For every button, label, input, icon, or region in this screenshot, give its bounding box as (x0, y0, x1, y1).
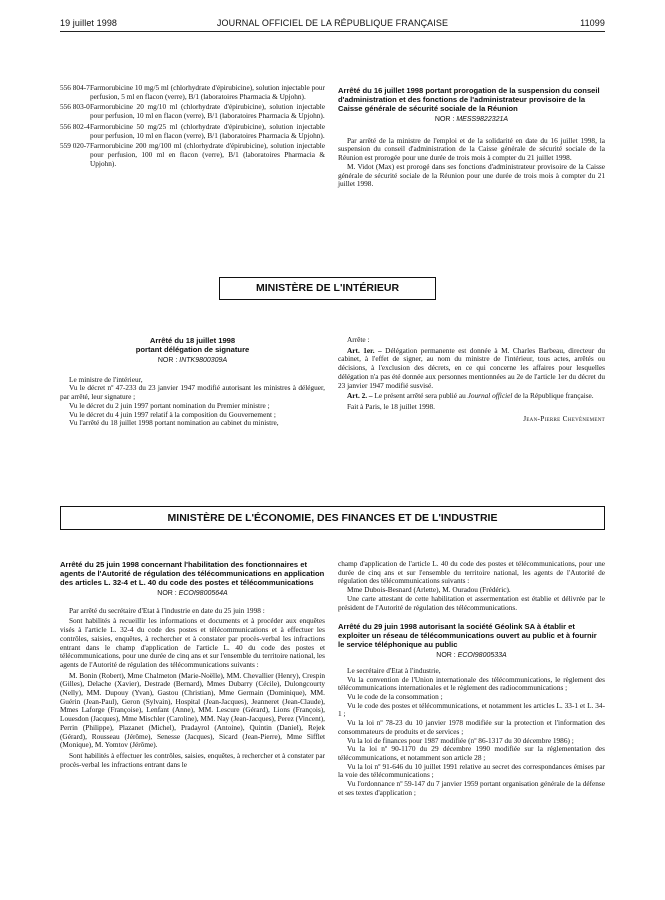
nor-label: NOR : (157, 357, 180, 364)
reunion-article (338, 86, 605, 189)
header-date: 19 juillet 1998 (60, 18, 118, 28)
medicine-item (60, 103, 325, 120)
section-heading-interieur (219, 277, 436, 300)
medicine-code: 559 020-7 (60, 141, 90, 151)
section-heading-text: MINISTÈRE DE L'ÉCONOMIE, DES FINANCES ET DE L'INDUSTRIE (167, 512, 498, 524)
telecom-paragraph: Sont habilités à recueillir les informations et documents et à procéder aux enquêtes visés à l'article L. 32-4 du code des postes et télécommunications et à effectuer les contrôles, saisies, enquêtes, à rechercher et à constater par procès-verbal les infractions entrant dans le champ d'application de l'article L. 40 du code des postes et télécommunications, pour une durée de cinq ans et sur l'ensemble du territoire national, les agents de l'Autorité de régulation des télécommunications suivants : (60, 616, 325, 669)
telecom-nor (60, 590, 325, 599)
interieur-line: Vu le décret du 2 juin 1997 portant nomination du Premier ministre ; (69, 400, 270, 410)
nor-label: NOR : (436, 652, 458, 660)
geolink-line: Vu la loi nº 91-646 du 10 juillet 1991 relative au secret des correspondances émises par la voie des télécommunications ; (338, 761, 605, 780)
article-2-text-end: de la République française. (512, 391, 594, 401)
geolink-line: Vu la loi nº 78-23 du 10 janvier 1978 modifiée sur la protection et l'information des consommateurs de produits et de services ; (338, 718, 605, 736)
geolink-nor (338, 652, 605, 661)
telecom-agent-list: Mme Dubois-Besnard (Arlette), M. Ouradou (Frédéric). (347, 585, 511, 595)
geolink-line: Vu le code de la consommation ; (347, 692, 443, 702)
article-2-text: Le présent arrêté sera publié au (374, 391, 468, 401)
telecom-paragraph: Une carte attestant de cette habilitation et assermentation est établie et délivrée par le président de l'Autorité de régulation des télécommunications. (338, 593, 605, 612)
article-1-label: Art. 1er. – (347, 345, 382, 355)
medicine-text: Farmorubicine 200 mg/100 ml (chlorhydrate d'épirubicine), solution injectable pour perfusion, 100 ml en flacon (verre), B/1 (laboratoires Pharmacia & Upjohn). (90, 141, 325, 168)
interieur-line: Vu l'arrêté du 18 juillet 1998 portant nomination au cabinet du ministre, (69, 418, 279, 428)
header-rule (60, 31, 605, 32)
geolink-line: Vu la loi de finances pour 1987 modifiée (nº 86-1317 du 30 décembre 1986) ; (347, 735, 574, 745)
medicine-code: 556 804-7 (60, 83, 90, 92)
geolink-line: Vu l'ordonnance nº 59-147 du 7 janvier 1959 portant organisation générale de la défense et ses textes d'application ; (338, 779, 605, 797)
reunion-paragraph: Par arrêté de la ministre de l'emploi et de la solidarité en date du 16 juillet 1998, la suspension du conseil d'administration de la Caisse générale de sécurité sociale de la Réunion est prorogée pour une durée de trois mois à compter du 21 juillet 1998. (338, 135, 605, 163)
section-heading-economie (60, 506, 605, 530)
geolink-title: Arrêté du 29 juin 1998 autorisant la société Géolink SA à établir et exploiter un réseau de télécommunications ouvert au public et à fournir le service téléphonique au public (338, 622, 597, 650)
geolink-article (338, 622, 605, 797)
reunion-title: Arrêté du 16 juillet 1998 portant prorogation de la suspension du conseil d'administration et des fonctions de l'administrateur provisoire de la Caisse générale de sécurité sociale de la Réunion (338, 86, 600, 113)
medicine-text: Farmorubicine 10 mg/5 ml (chlorhydrate d'épirubicine), solution injectable pour perfusion, 5 ml en flacon (verre), B/1 (laboratoires Pharmacia & Upjohn). (90, 83, 325, 101)
geolink-line: Vu la loi nº 90-1170 du 29 décembre 1990 modifiée sur la réglementation des télécommunications, et notamment son article 28 ; (338, 744, 605, 762)
telecom-paragraph: champ d'application de l'article L. 40 du code des postes et télécommunications, pour une durée de cinq ans et sur l'ensemble du territoire national, les agents de l'Autorité de régulation des télécommunications suivants : (338, 559, 605, 586)
section-heading-text: MINISTÈRE DE L'INTÉRIEUR (255, 282, 400, 294)
interieur-nor (60, 357, 325, 366)
fait-a-paris: Fait à Paris, le 18 juillet 1998. (347, 401, 435, 411)
medicine-item (60, 142, 325, 168)
telecom-title: Arrêté du 25 juin 1998 concernant l'habilitation des fonctionnaires et agents de l'Autorité de régulation des télécommunications en application des articles L. 32-4 et L. 40 du code des postes et télécommunications (60, 560, 325, 587)
arrete-label: Arrête : (347, 335, 370, 344)
interieur-subtitle: portant délégation de signature (135, 345, 250, 354)
telecom-article (60, 560, 325, 769)
telecom-paragraph: Sont habilités à effectuer les contrôles, saisies, enquêtes, à rechercher et à constater par procès-verbal les infractions entrant dans le (60, 750, 325, 769)
nor-code: INTK9800309A (179, 357, 228, 364)
nor-code: ECOI9800564A (178, 590, 228, 597)
medicine-code: 556 803-0 (60, 102, 90, 112)
signature: Jean-Pierre Chevènement (523, 413, 605, 423)
geolink-line: Vu le code des postes et télécommunications, et notamment les articles L. 33-1 et L. 34-1 ; (338, 700, 605, 719)
geolink-line: Le secrétaire d'Etat à l'industrie, (347, 665, 441, 675)
reunion-nor (338, 116, 605, 125)
page-number: 11099 (580, 18, 605, 28)
medicine-text: Farmorubicine 20 mg/10 ml (chlorhydrate d'épirubicine), solution injectable pour perfusion, 10 ml en flacon (verre), B/1 (laboratoires Pharmacia & Upjohn). (90, 102, 325, 121)
interieur-article (60, 336, 325, 428)
interieur-line: Le ministre de l'intérieur, (69, 374, 143, 384)
telecom-agent-list: M. Bonin (Robert), Mme Chalmeton (Marie-Noëlle), MM. Chevallier (Henry), Crespin (Gilles), Delache (Xavier), Destrade (Bernard), Mmes Dubarry (Cécile), Dulongcourty (Nelly), MM. Dupouy (Yvan), Gastou (Christian), Mme Germain (Dominique), MM. Guérin (Jean-Paul), Geron (Sylvain), Hospital (Jean-Jacques), Jeanneret (Jean-Claude), Mmes Laforge (Françoise), Lenfant (Anne), MM. Lescure (Gérard), Lions (François), Louesdon (Jacques), Mme Mischler (Caroline), MM. Nay (Jean-Jacques), Perez (Vincent), Perrin (Philippe), Plazanet (Michel), Pradayrol (Antoine), Quintin (Daniel), Rejek (Gérard), Rousseau (Jérôme), Senesse (Jacques), Sicard (Jean-Pierre), Mme Sifflet (Monique), M. Yomtov (Jérôme). (60, 670, 325, 750)
journal-reference: Journal officiel (467, 391, 513, 401)
telecom-continuation (338, 560, 605, 797)
article-1-text: Délégation permanente est donnée à M. Charles Barbeau, directeur du cabinet, à l'effet de signer, au nom du ministre de l'intérieur, tous actes, arrêtés ou décisions, à l'exclusion des décrets, en ce qui concerne les affaires pour lesquelles délégation n'a pas été donnée aux personnes mentionnées au 2e de l'article 1er du décret du 23 janvier 1947 modifié susvisé. (338, 345, 606, 390)
article-2 (338, 392, 605, 401)
reunion-paragraph: M. Vidot (Max) est prorogé dans ses fonctions d'administrateur provisoire de la Caisse générale de sécurité sociale de la Réunion pour une durée de trois mois à compter du 21 juillet 1998. (338, 161, 605, 189)
interieur-line: Vu le décret du 4 juin 1997 relatif à la composition du Gouvernement ; (69, 409, 276, 419)
nor-code: ECOI9800533A (457, 652, 507, 660)
medicine-code: 556 802-4 (60, 121, 90, 131)
nor-code: MESS9822321A (456, 116, 509, 123)
journal-title: JOURNAL OFFICIEL DE LA RÉPUBLIQUE FRANÇAISE (216, 18, 449, 28)
nor-label: NOR : (157, 590, 179, 597)
medicine-item (60, 123, 325, 140)
medicine-text: Farmorubicine 50 mg/25 ml (chlorhydrate d'épirubicine), solution injectable pour perfusion, 10 ml en flacon (verre), B/1 (laboratoires Pharmacia & Upjohn). (90, 121, 325, 140)
article-2-label: Art. 2. – (347, 391, 373, 401)
interieur-title: Arrêté du 18 juillet 1998 (149, 336, 236, 345)
interieur-line: Vu le décret nº 47-233 du 23 janvier 1947 modifié autorisant les ministres à déléguer, par arrêté, leur signature ; (60, 383, 325, 402)
geolink-line: Vu la convention de l'Union internationale des télécommunications, le règlement des télécommunications internationales et le règlement des radiocommunications ; (338, 674, 605, 693)
telecom-paragraph: Par arrêté du secrétaire d'Etat à l'industrie en date du 25 juin 1998 : (69, 605, 265, 615)
medicine-list (60, 84, 325, 170)
article-1 (338, 347, 605, 391)
interieur-decision (338, 336, 605, 423)
nor-label: NOR : (434, 116, 457, 123)
medicine-item (60, 84, 325, 101)
